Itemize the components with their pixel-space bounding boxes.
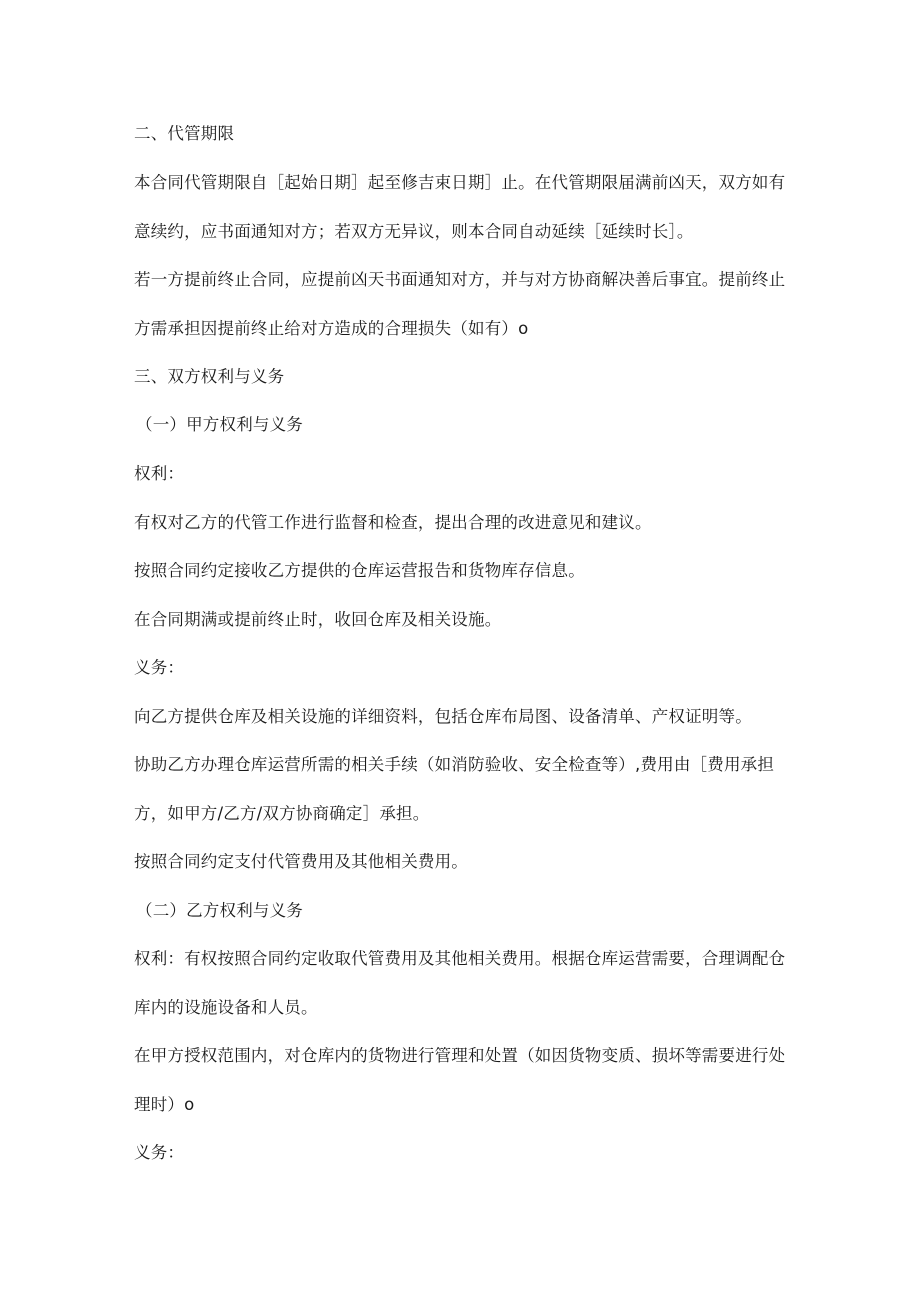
paragraph-line: 在合同期满或提前终止时，收回仓库及相关设施。 xyxy=(134,610,502,629)
label-rights: 权利： xyxy=(134,464,185,483)
paragraph-line: 若一方提前终止合同，应提前凶天书面通知对方，并与对方协商解决善后事宜。提前终止 xyxy=(134,270,786,289)
paragraph-line: 按照合同约定接收乙方提供的仓库运营报告和货物库存信息。 xyxy=(134,561,585,580)
section-heading-rights: 三、双方权利与义务 xyxy=(134,367,285,386)
subsection-heading-party-a: （一）甲方权利与义务 xyxy=(136,415,303,434)
section-heading-term: 二、代管期限 xyxy=(134,124,235,143)
paragraph-line: 向乙方提供仓库及相关设施的详细资料，包括仓库布局图、设备清单、产权证明等。 xyxy=(134,707,752,726)
paragraph-line: 本合同代管期限自［起始日期］起至修吉束日期］止。在代管期限届满前凶天，双方如有 xyxy=(134,173,786,192)
paragraph-line: 权利：有权按照合同约定收取代管费用及其他相关费用。根据仓库运营需要，合理调配仓 xyxy=(134,949,786,968)
paragraph-line: 方，如甲方/乙方/双方协商确定］承担。 xyxy=(134,804,430,823)
label-obligations: 义务： xyxy=(134,658,185,677)
paragraph-line: 意续约，应书面通知对方；若双方无异议，则本合同自动延续［延续时长］。 xyxy=(134,222,694,241)
subsection-heading-party-b: （二）乙方权利与义务 xyxy=(136,901,303,920)
paragraph-line: 方需承担因提前终止给对方造成的合理损失（如有）o xyxy=(134,319,529,338)
paragraph-line: 有权对乙方的代管工作进行监督和检查，提出合理的改进意见和建议。 xyxy=(134,513,652,532)
label-obligations: 义务： xyxy=(134,1143,185,1162)
paragraph-line: 理时）o xyxy=(134,1095,195,1114)
paragraph-line: 在甲方授权范围内，对仓库内的货物进行管理和处置（如因货物变质、损坏等需要进行处 xyxy=(134,1046,786,1065)
paragraph-line: 按照合同约定支付代管费用及其他相关费用。 xyxy=(134,852,468,871)
paragraph-line: 协助乙方办理仓库运营所需的相关手续（如消防验收、安全检查等）,费用由［费用承担 xyxy=(134,755,775,774)
paragraph-line: 库内的设施设备和人员。 xyxy=(134,998,318,1017)
